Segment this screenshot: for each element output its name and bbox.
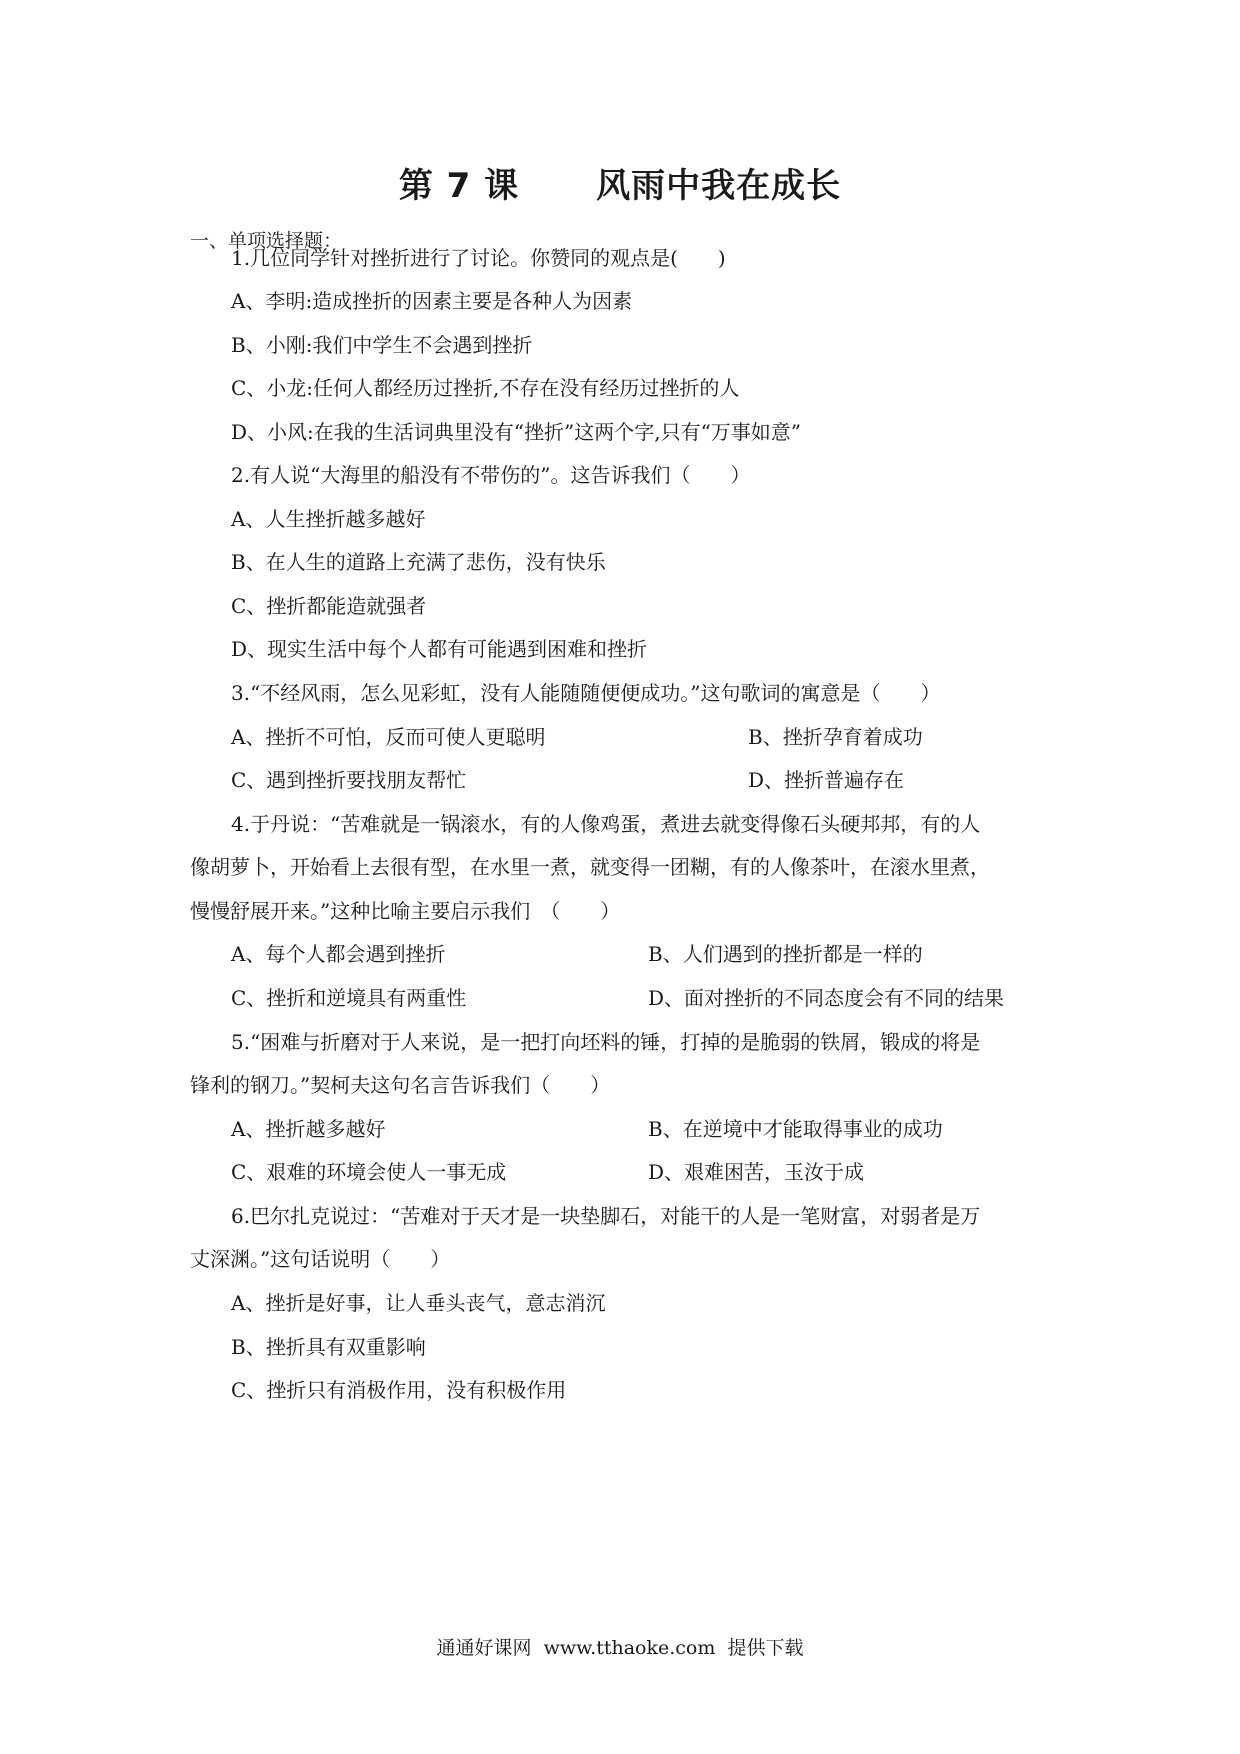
question-2-option-c: C、挫折都能造就强者 xyxy=(231,594,427,618)
question-4-option-a: A、每个人都会遇到挫折 xyxy=(231,942,446,966)
question-1-option-a: A、李明:造成挫折的因素主要是各种人为因素 xyxy=(231,289,633,313)
question-6-option-b: B、挫折具有双重影响 xyxy=(231,1335,426,1359)
question-4-option-d: D、面对挫折的不同态度会有不同的结果 xyxy=(648,986,1005,1010)
question-6-option-a: A、挫折是好事，让人垂头丧气，意志消沉 xyxy=(231,1291,606,1315)
section-heading: 一、单项选择题： xyxy=(190,230,343,252)
question-4-stem-line-3: 慢慢舒展开来。”这种比喻主要启示我们 （ ） xyxy=(190,899,621,923)
question-3-option-a: A、挫折不可怕，反而可使人更聪明 xyxy=(231,725,546,749)
question-2-option-d: D、现实生活中每个人都有可能遇到困难和挫折 xyxy=(231,637,648,661)
question-1-option-c: C、小龙:任何人都经历过挫折,不存在没有经历过挫折的人 xyxy=(231,376,740,400)
page-footer: 通通好课网 www.tthaoke.com 提供下载 xyxy=(436,1637,804,1659)
question-3-option-b: B、挫折孕育着成功 xyxy=(748,725,923,749)
question-2-stem: 2.有人说“大海里的船没有不带伤的”。这告诉我们（ ） xyxy=(231,463,751,487)
lesson-title: 第 7 课 风雨中我在成长 xyxy=(398,166,842,206)
question-4-option-b: B、人们遇到的挫折都是一样的 xyxy=(648,942,923,966)
question-4-stem-line-2: 像胡萝卜，开始看上去很有型，在水里一煮，就变得一团糊，有的人像茶叶，在滚水里煮， xyxy=(190,855,990,879)
question-2-option-a: A、人生挫折越多越好 xyxy=(231,507,426,531)
question-4-option-c: C、挫折和逆境具有两重性 xyxy=(231,986,467,1010)
question-3-option-c: C、遇到挫折要找朋友帮忙 xyxy=(231,768,467,792)
question-1-option-b: B、小刚:我们中学生不会遇到挫折 xyxy=(231,333,533,357)
question-5-stem-line-2: 锋利的钢刀。”契柯夫这句名言告诉我们（ ） xyxy=(190,1073,611,1097)
question-3-option-d: D、挫折普遍存在 xyxy=(748,768,905,792)
question-4-stem-line-1: 4.于丹说：“苦难就是一锅滚水，有的人像鸡蛋，煮进去就变得像石头硬邦邦，有的人 xyxy=(231,812,981,836)
question-5-option-c: C、艰难的环境会使人一事无成 xyxy=(231,1160,507,1184)
question-3-stem: 3.“不经风雨，怎么见彩虹，没有人能随随便便成功。”这句歌词的寓意是（ ） xyxy=(231,681,941,705)
question-6-stem-line-2: 丈深渊。”这句话说明（ ） xyxy=(190,1247,451,1271)
question-6-stem-line-1: 6.巴尔扎克说过：“苦难对于天才是一块垫脚石，对能干的人是一笔财富，对弱者是万 xyxy=(231,1204,981,1228)
question-6-option-c: C、挫折只有消极作用，没有积极作用 xyxy=(231,1378,567,1402)
question-1-stem: 1.几位同学针对挫折进行了讨论。你赞同的观点是( ) xyxy=(231,246,726,270)
question-5-option-d: D、艰难困苦，玉汝于成 xyxy=(648,1160,865,1184)
question-5-option-a: A、挫折越多越好 xyxy=(231,1117,386,1141)
question-5-option-b: B、在逆境中才能取得事业的成功 xyxy=(648,1117,943,1141)
question-1-option-d: D、小风:在我的生活词典里没有“挫折”这两个字,只有“万事如意” xyxy=(231,420,802,444)
question-2-option-b: B、在人生的道路上充满了悲伤，没有快乐 xyxy=(231,550,606,574)
question-5-stem-line-1: 5.“困难与折磨对于人来说，是一把打向坯料的锤，打掉的是脆弱的铁屑，锻成的将是 xyxy=(231,1030,981,1054)
